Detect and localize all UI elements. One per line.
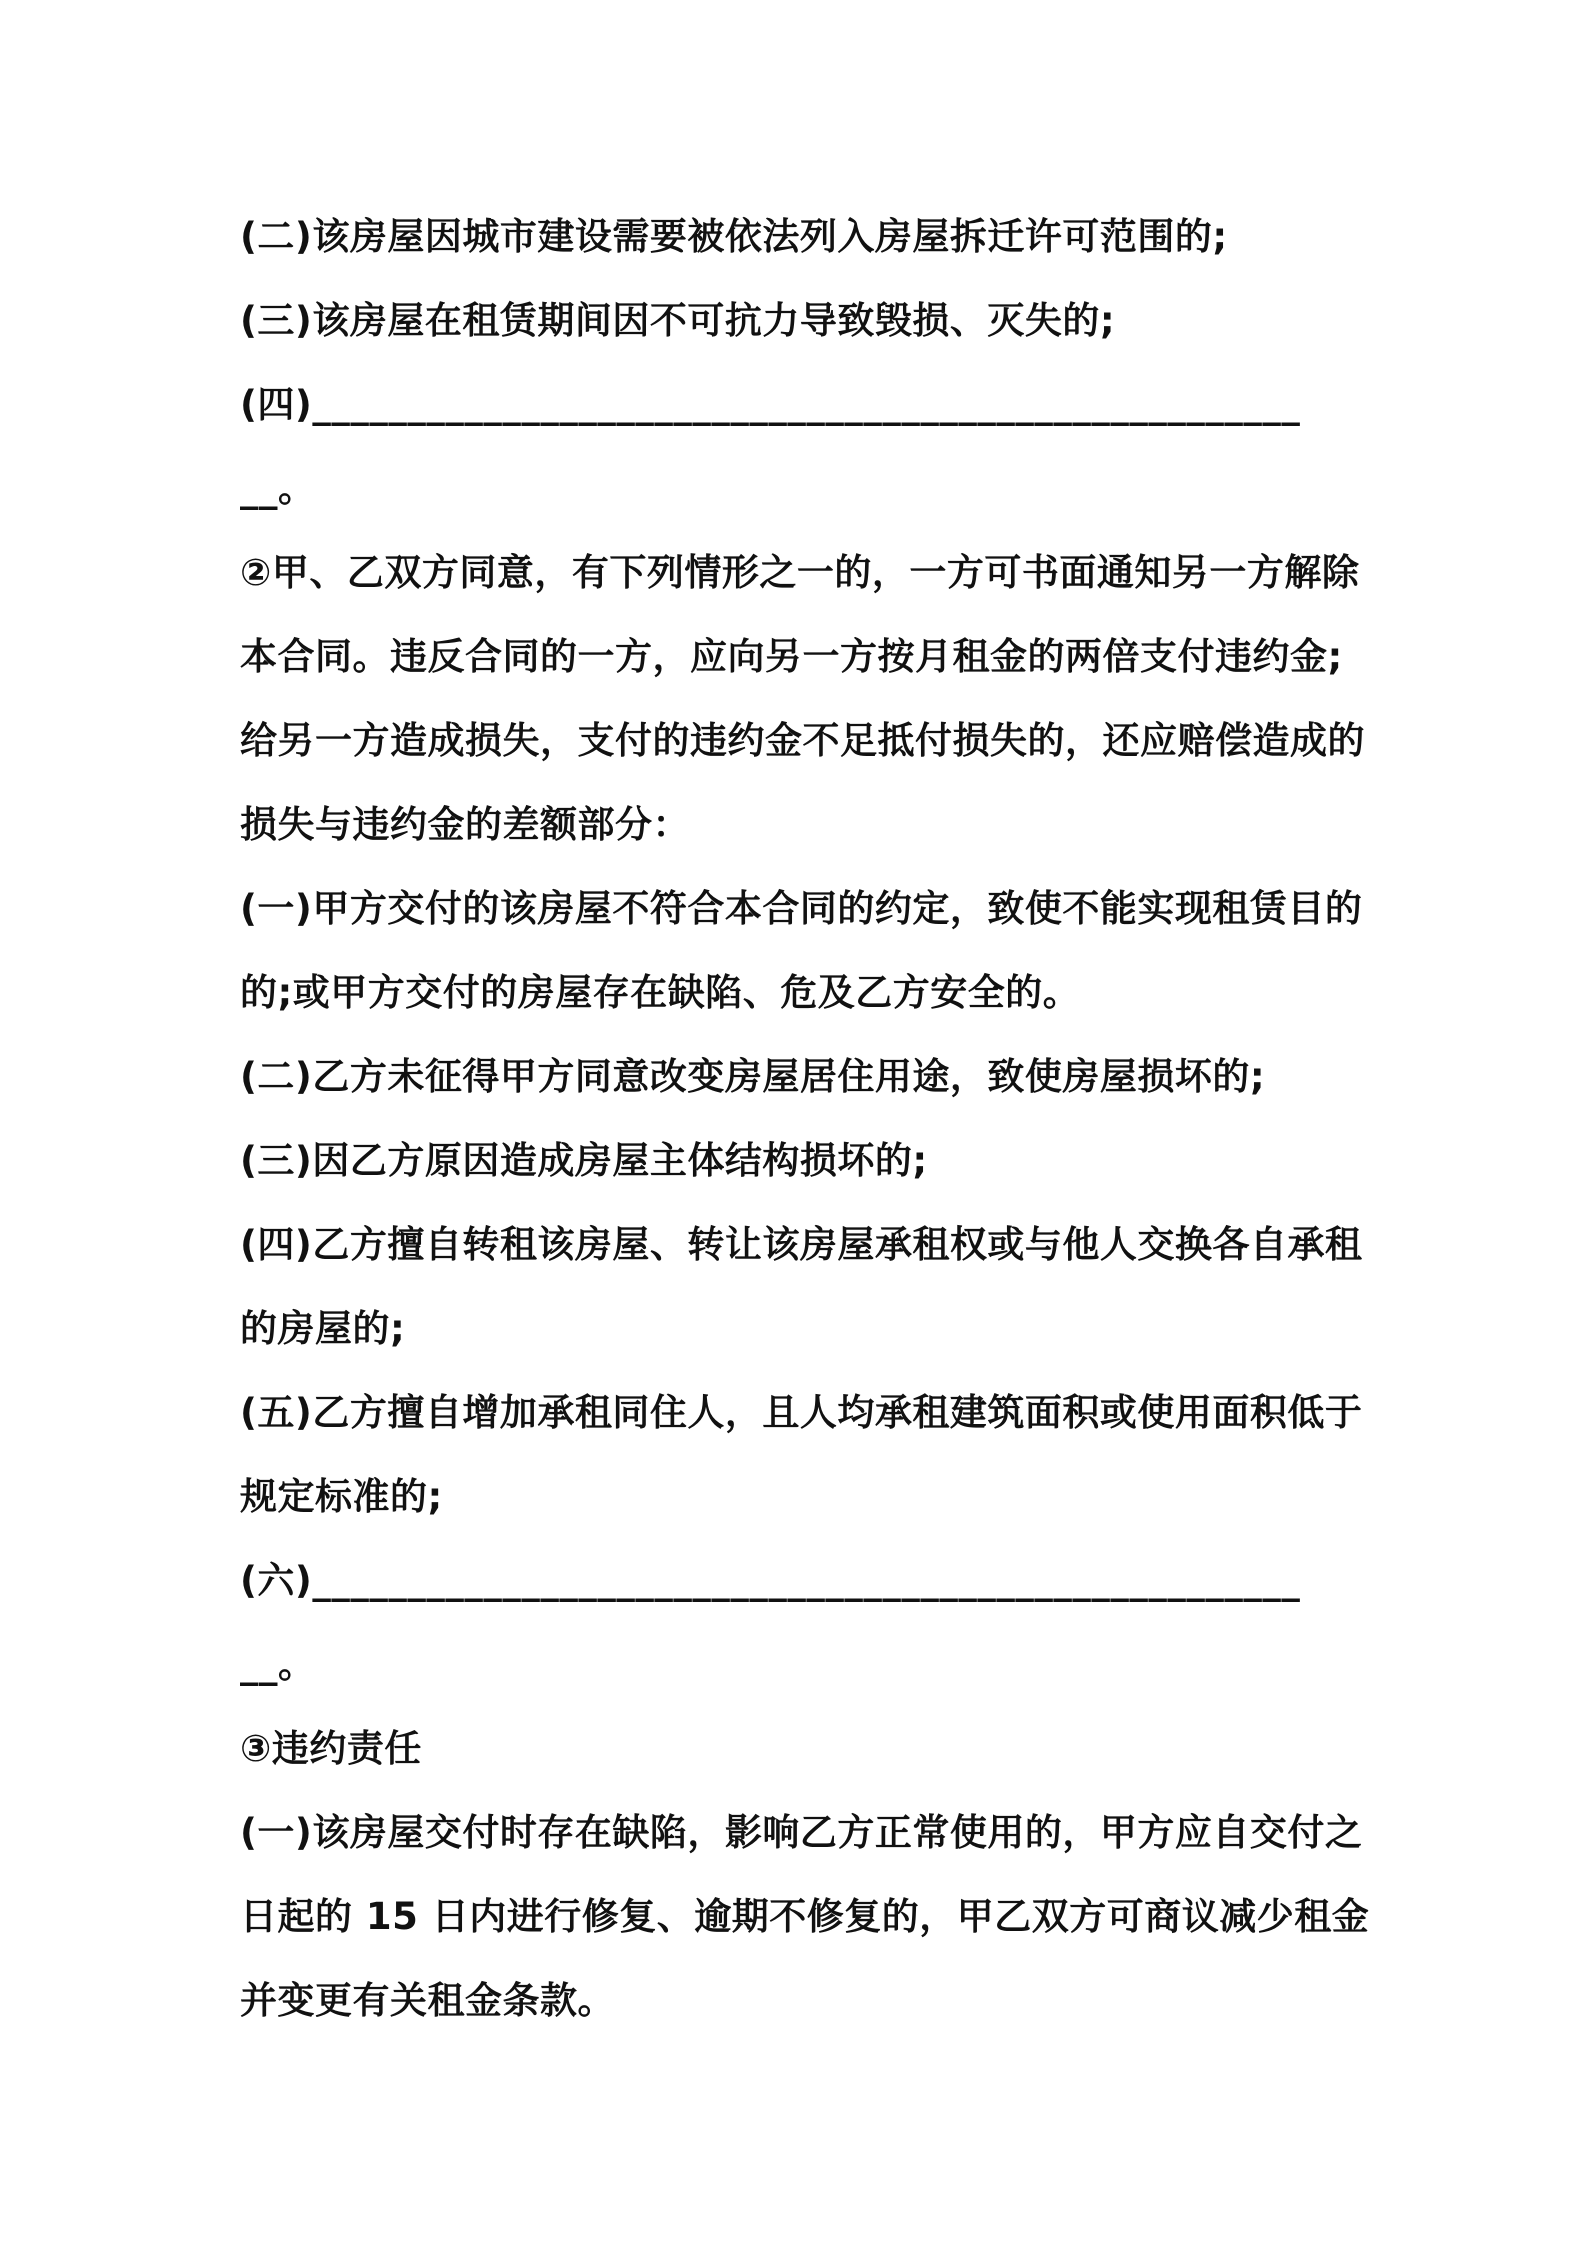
text-line: (三)该房屋在租赁期间因不可抗力导致毁损、灭失的; xyxy=(240,299,1116,342)
text-line: (三)因乙方原因造成房屋主体结构损坏的; xyxy=(240,1139,928,1182)
text-line: (五)乙方擅自增加承租同住人，且人均承租建筑面积或使用面积低于 xyxy=(240,1391,1363,1434)
text-line: (二)乙方未征得甲方同意改变房屋居住用途，致使房屋损坏的; xyxy=(240,1055,1266,1098)
text-line: (六)____________________________________________________ xyxy=(240,1559,1301,1602)
text-line: (四)____________________________________________________ xyxy=(240,383,1301,426)
contract-text xyxy=(240,195,1370,2043)
text-line: (一)甲方交付的该房屋不符合本合同的约定，致使不能实现租赁目的 xyxy=(240,887,1363,930)
text-line: __。 xyxy=(240,467,316,510)
text-line: 规定标准的; xyxy=(240,1475,443,1518)
text-line: 损失与违约金的差额部分： xyxy=(240,803,690,846)
text-line: 并变更有关租金条款。 xyxy=(240,1979,615,2022)
text-line: (二)该房屋因城市建设需要被依法列入房屋拆迁许可范围的; xyxy=(240,215,1228,258)
text-line: ②甲、乙双方同意，有下列情形之一的，一方可书面通知另一方解除 xyxy=(240,551,1360,594)
text-line: __。 xyxy=(240,1643,316,1686)
text-line: ③违约责任 xyxy=(240,1727,422,1770)
text-line: 日起的 15 日内进行修复、逾期不修复的，甲乙双方可商议减少租金 xyxy=(240,1895,1370,1938)
text-line: (四)乙方擅自转租该房屋、转让该房屋承租权或与他人交换各自承租 xyxy=(240,1223,1363,1266)
text-line: (一)该房屋交付时存在缺陷，影响乙方正常使用的，甲方应自交付之 xyxy=(240,1811,1363,1854)
text-line: 本合同。违反合同的一方，应向另一方按月租金的两倍支付违约金; xyxy=(240,635,1343,678)
text-line: 的;或甲方交付的房屋存在缺陷、危及乙方安全的。 xyxy=(240,971,1081,1014)
text-line: 的房屋的; xyxy=(240,1307,406,1350)
text-line: 给另一方造成损失，支付的违约金不足抵付损失的，还应赔偿造成的 xyxy=(240,719,1365,762)
